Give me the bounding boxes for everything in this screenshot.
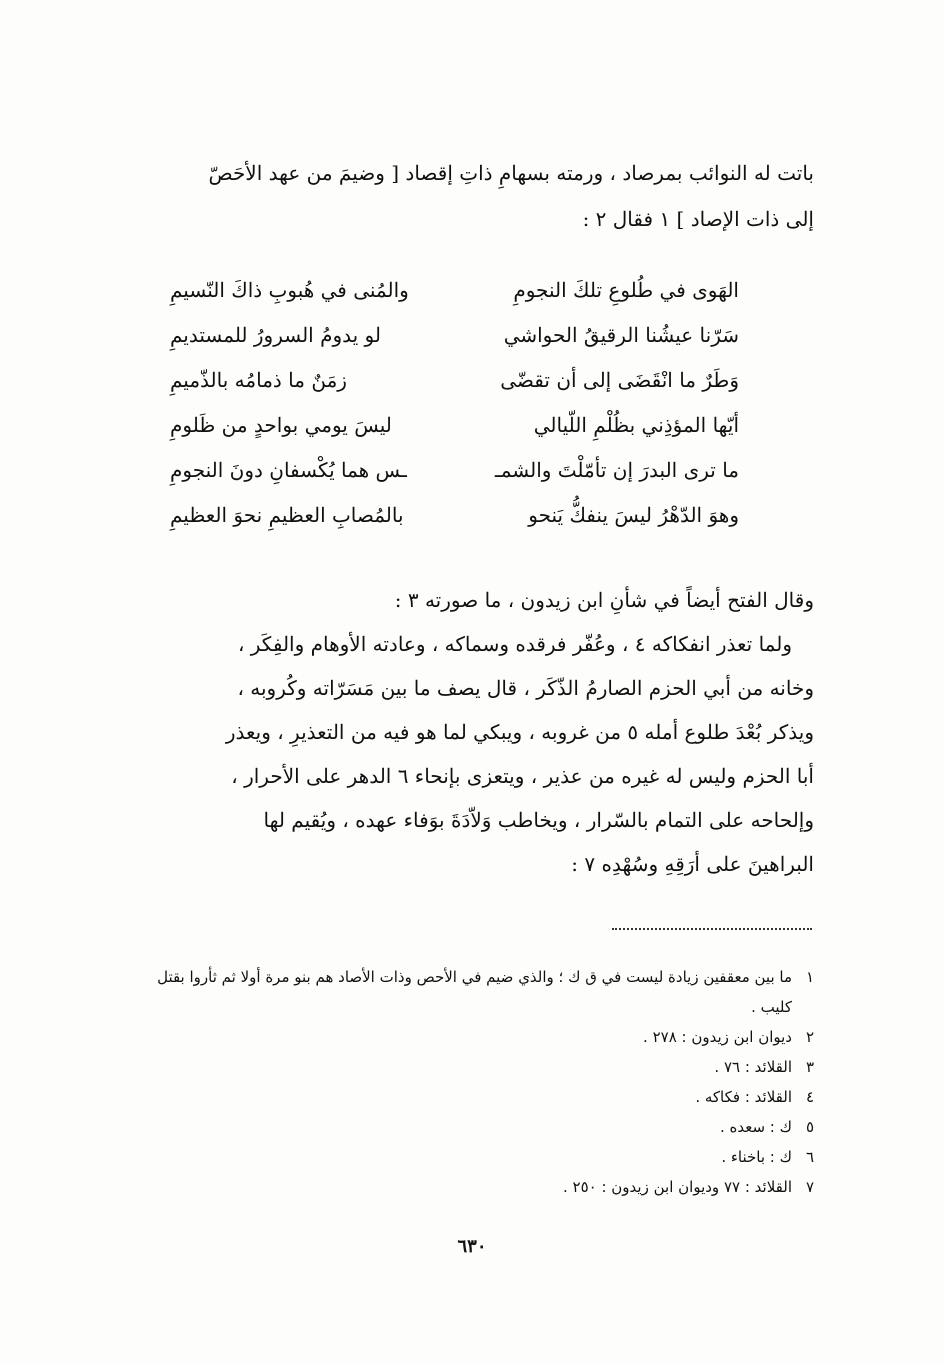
poem-verse [170, 403, 739, 448]
footnote [140, 962, 814, 1022]
footnote-number: ٦ [805, 1148, 814, 1166]
footnote-number: ٥ [805, 1118, 814, 1136]
intro-line: باتت له النوائب بمرصاد ، ورمته بسهامِ ذاتِ إقصاد [ وضيمَ من عهد الأحَصّ [208, 161, 814, 185]
poem-block [170, 268, 739, 538]
prose-line: ولما تعذر انفكاكه ٤ ، وعُفّر فرقده وسماكه ، وعادته الأوهام والفِكَر ، [237, 632, 792, 656]
footnote-number: ٣ [805, 1058, 814, 1076]
verse-second-hemistich: بالمُصابِ العظيمِ نحوَ العظيمِ [170, 503, 404, 527]
footnote [140, 1052, 814, 1082]
prose-line: البراهينَ على أرَقِهِ وسُهْدِه ٧ : [571, 852, 814, 876]
footnote-number: ٤ [805, 1088, 814, 1106]
footnote-text: ك : سعده . [719, 1118, 792, 1136]
footnote-text: القلائد : ٧٧ وديوان ابن زيدون : ٢٥٠ . [562, 1178, 792, 1196]
footnotes [140, 962, 814, 1202]
footnote [140, 1022, 814, 1052]
footnote [140, 1082, 814, 1112]
footnote-text: القلائد : فكاكه . [695, 1088, 792, 1106]
footnote-separator [612, 928, 812, 930]
verse-first-hemistich: أيّها المؤذِني بظُلْمِ اللّيالي [533, 413, 739, 437]
verse-second-hemistich: لو يدومُ السرورُ للمستديمِ [170, 323, 381, 347]
footnote [140, 1142, 814, 1172]
prose-line: وإلحاحه على التمام بالسّرار ، ويخاطب وَلاّدَةَ بوَفاء عهده ، ويُقيم لها [263, 808, 814, 832]
verse-first-hemistich: الهَوى في طُلوعِ تلكَ النجومِ [513, 278, 739, 302]
prose-line: وخانه من أبي الحزم الصارمُ الذّكَر ، قال يصف ما بين مَسَرّاته وكُروبه ، [237, 676, 814, 700]
poem-verse [170, 313, 739, 358]
page-number: ٦٣٠ [457, 1236, 487, 1257]
poem-verse [170, 268, 739, 313]
footnote [140, 1172, 814, 1202]
verse-first-hemistich: وَطَرٌ ما انْقَضَى إلى أن تقضّى [500, 368, 739, 392]
footnote-number: ٢ [805, 1028, 814, 1046]
verse-second-hemistich: ـس هما يُكْسفانِ دونَ النجومِ [170, 458, 407, 482]
prose-line: ويذكر بُعْدَ طلوع أمله ٥ من غروبه ، ويبكي لما هو فيه من التعذيرِ ، ويعذر [225, 720, 814, 744]
poem-verse [170, 358, 739, 403]
footnote-text: ما بين معقفين زيادة ليست في ق ك ؛ والذي ضيم في الأحص وذات الأصاد هم بنو مرة أولا ثم ثأروا بقتل كليب . [157, 968, 792, 1016]
footnote [140, 1112, 814, 1142]
intro-paragraph [110, 150, 814, 242]
footnote-text: ك : باخناء . [721, 1148, 792, 1166]
verse-second-hemistich: والمُنى في هُبوبِ ذاكَ النّسيمِ [170, 278, 409, 302]
poem-verse [170, 493, 739, 538]
verse-first-hemistich: سَرّنا عيشُنا الرقيقُ الحواشي [503, 323, 739, 347]
prose-line: وقال الفتح أيضاً في شأنِ ابن زيدون ، ما صورته ٣ : [394, 588, 814, 612]
poem-verse [170, 448, 739, 493]
footnote-text: ديوان ابن زيدون : ٢٧٨ . [643, 1028, 792, 1046]
prose-line: أبا الحزم وليس له غيره من عذير ، ويتعزى بإنحاء ٦ الدهر على الأحرار ، [231, 764, 814, 788]
prose-paragraph [120, 578, 814, 886]
verse-first-hemistich: ما ترى البدرَ إن تأمّلْتَ والشمـ [494, 458, 739, 482]
verse-second-hemistich: ليسَ يومي بواحدٍ من ظَلومِ [170, 413, 392, 437]
footnote-text: القلائد : ٧٦ . [714, 1058, 792, 1076]
footnote-number: ١ [805, 968, 814, 986]
footnote-number: ٧ [805, 1178, 814, 1196]
intro-line: إلى ذات الإصاد ] ١ فقال ٢ : [582, 207, 814, 231]
verse-second-hemistich: زمَنٌ ما ذمامُه بالذّميمِ [170, 368, 347, 392]
verse-first-hemistich: وهوَ الدّهْرُ ليسَ ينفكُّ يَنحو [528, 503, 739, 527]
